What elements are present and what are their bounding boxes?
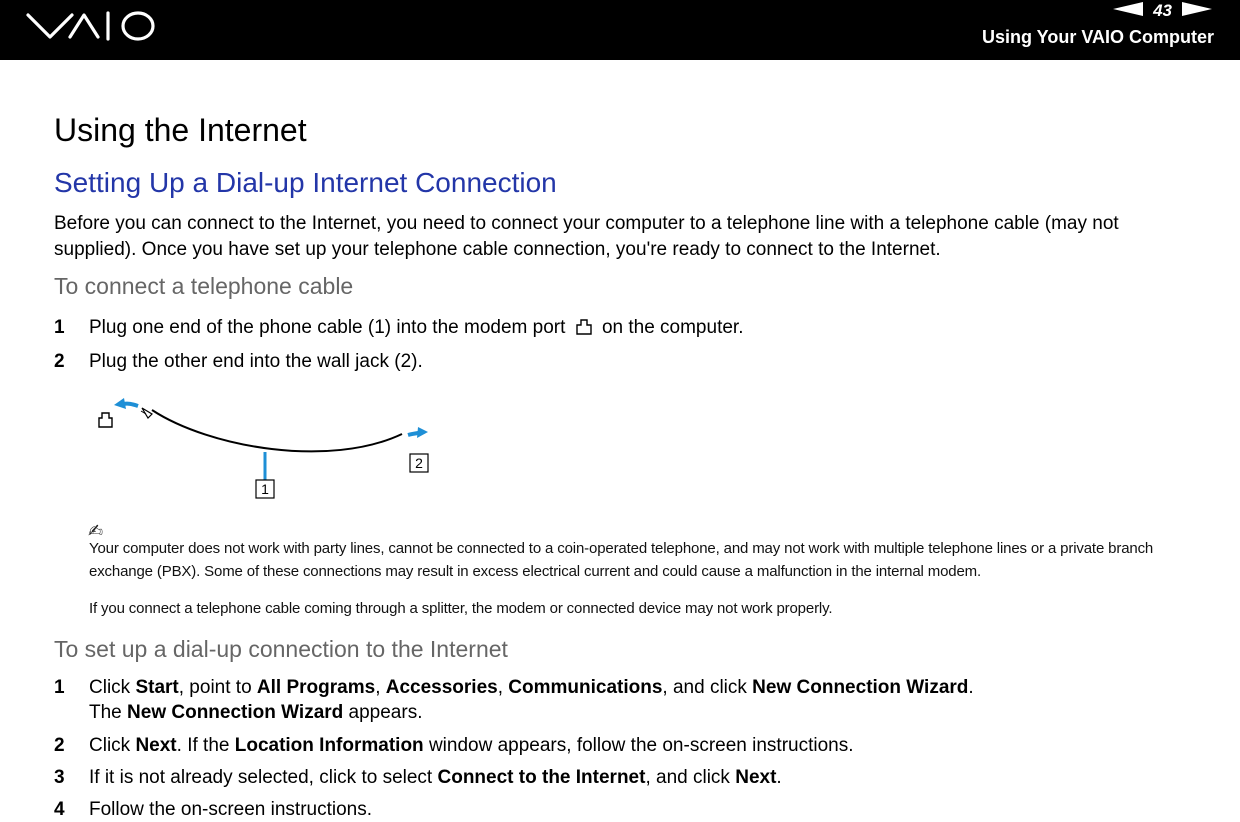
step-text: Click Start, point to All Programs, Accessories, Communications, and click New Connection Wizard. (89, 677, 974, 698)
svg-text:1: 1 (261, 481, 269, 497)
step-number: 4 (54, 799, 65, 820)
page-title: Using the Internet (54, 112, 307, 148)
step-text: Plug one end of the phone cable (1) into the modem port (89, 317, 566, 338)
ui-term-location-information: Location Information (234, 735, 424, 756)
insert-arrow-left-icon (114, 398, 138, 409)
next-page-arrow-icon[interactable] (1182, 2, 1212, 21)
step-result-text: The New Connection Wizard appears. (89, 702, 423, 723)
step-number: 2 (54, 351, 65, 372)
note-paragraph-2: If you connect a telephone cable coming through a splitter, the modem or connected device may not work properly. (89, 600, 833, 617)
step-text: Follow the on-screen instructions. (89, 799, 373, 820)
step-text: Click Next. If the Location Information window appears, follow the on-screen instructions. (89, 735, 854, 756)
page-number: 43 (1153, 1, 1172, 20)
step-number: 1 (54, 317, 65, 338)
intro-paragraph: Before you can connect to the Internet, you need to connect your computer to a telephone line with a telephone cable (may not supplied). Once you have set up your telephone cable connection, you're ready to connect to the Internet. (54, 213, 1119, 260)
step-number: 2 (54, 735, 65, 756)
step-number: 1 (54, 677, 65, 698)
callout-label-2 (410, 454, 428, 472)
modem-port-icon (575, 318, 593, 343)
ui-term-start: Start (135, 677, 179, 698)
step-number: 3 (54, 767, 65, 788)
telephone-cable (152, 410, 402, 451)
header-bar (0, 0, 1240, 60)
ui-term-next: Next (135, 735, 177, 756)
ui-term-all-programs: All Programs (256, 677, 376, 698)
step-text: Plug the other end into the wall jack (2). (89, 351, 423, 372)
procedure-heading-cable: To connect a telephone cable (54, 273, 354, 299)
step-text: If it is not already selected, click to select Connect to the Internet, and click Next. (89, 767, 782, 788)
page-nav (1113, 0, 1212, 22)
ui-term-next: Next (735, 767, 777, 788)
cable-diagram (90, 398, 450, 513)
step-text-cont: on the computer. (601, 317, 744, 338)
ui-term-communications: Communications (508, 677, 663, 698)
note-paragraph-1: Your computer does not work with party lines, cannot be connected to a coin-operated telephone, and may not work with multiple telephone lines or a private branch exchange (PBX). Some of these connections may result in excess electrical current and could cause a malfunction in the internal modem. (89, 540, 1154, 580)
ui-term-accessories: Accessories (385, 677, 498, 698)
cable-plug-left-icon (141, 408, 152, 418)
previous-page-arrow-icon[interactable] (1113, 2, 1143, 21)
ui-term-new-connection-wizard: New Connection Wizard (752, 677, 969, 698)
modem-port-icon (99, 413, 112, 427)
callout-label-1 (256, 480, 274, 498)
ui-term-connect-to-internet: Connect to the Internet (437, 767, 646, 788)
vaio-logo (26, 9, 156, 48)
insert-arrow-right-icon (408, 427, 428, 438)
section-title: Using Your VAIO Computer (981, 27, 1214, 47)
svg-text:2: 2 (415, 455, 423, 471)
page-subtitle: Setting Up a Dial-up Internet Connection (54, 167, 557, 198)
procedure-heading-dialup: To set up a dial-up connection to the Internet (54, 636, 508, 662)
note-pen-icon: ✍ (88, 521, 104, 541)
